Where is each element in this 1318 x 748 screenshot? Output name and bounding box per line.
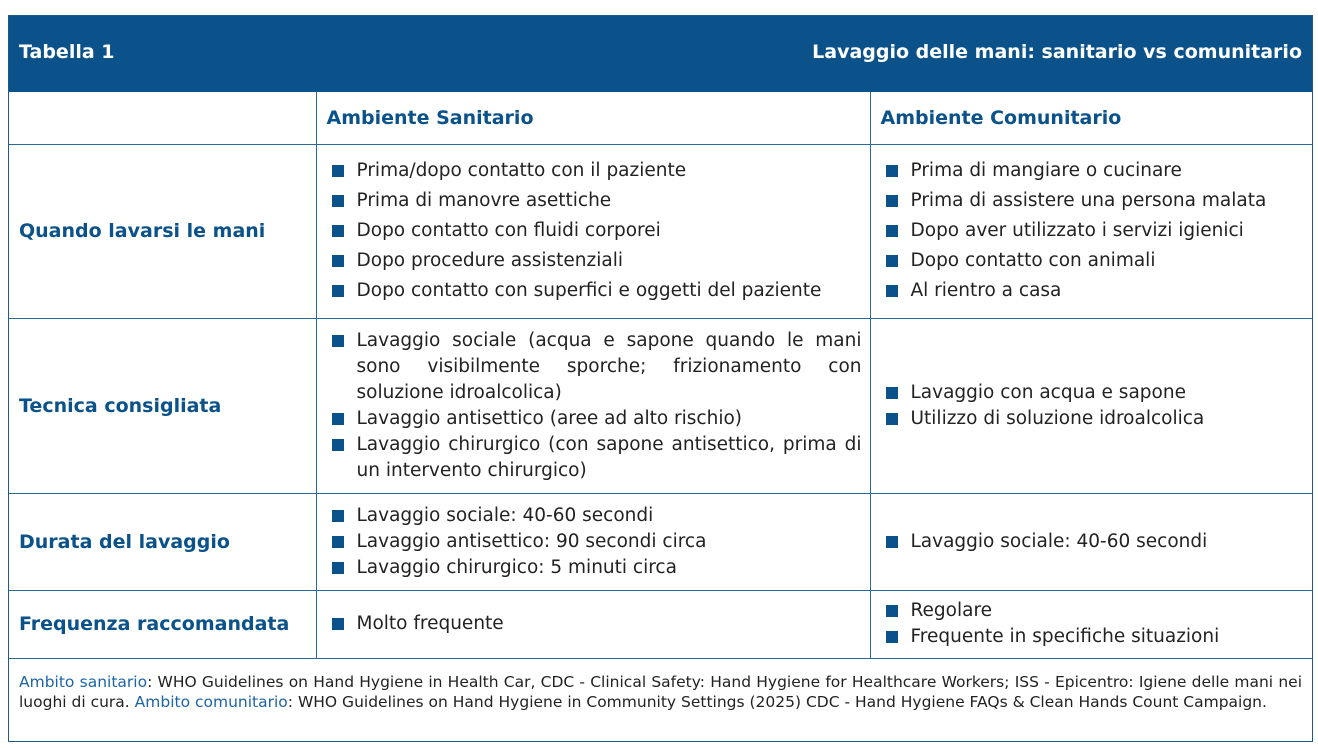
- square-bullet-icon: [332, 439, 344, 451]
- row-header: Tecnica consigliata: [9, 318, 316, 493]
- list-item: [329, 529, 862, 555]
- list-item-text: Lavaggio antisettico: 90 secondi circa: [356, 530, 707, 552]
- square-bullet-icon: [886, 285, 898, 297]
- square-bullet-icon: [886, 225, 898, 237]
- table-source-notes: [9, 658, 1312, 742]
- list-item: [329, 248, 862, 274]
- square-bullet-icon: [332, 165, 344, 177]
- note-label-comunitario: Ambito comunitario: [134, 693, 288, 711]
- cell-comunitario: [870, 144, 1312, 318]
- list-item: [329, 611, 862, 637]
- cell-sanitario: [316, 144, 870, 318]
- list-item-text: Regolare: [910, 600, 993, 621]
- list-item: [329, 158, 862, 184]
- list-item: [329, 555, 862, 581]
- list-item: [329, 432, 862, 484]
- list-item-text: Al rientro a casa: [910, 279, 1062, 301]
- square-bullet-icon: [332, 335, 344, 347]
- cell-sanitario: [316, 590, 870, 658]
- list-item: [883, 624, 1305, 650]
- list-item-text: Lavaggio sociale (acqua e sapone quando le mani sono visibilmente sporche; frizionamento con soluzione idroalcolica): [356, 329, 862, 403]
- list-item-text: Dopo contatto con superfici e oggetti del paziente: [356, 279, 822, 301]
- list-item-text: Prima di assistere una persona malata: [910, 189, 1267, 211]
- list-item-text: Frequente in specifiche situazioni: [910, 626, 1220, 647]
- list-item-text: Dopo procedure assistenziali: [356, 249, 623, 271]
- list-item-text: Prima di mangiare o cucinare: [910, 159, 1182, 181]
- square-bullet-icon: [886, 413, 898, 425]
- table-row: [9, 590, 1312, 658]
- note-text-sanitario: : WHO Guidelines on Hand Hygiene in Health Car, CDC - Clinical Safety: Hand Hygiene for Healthcare Workers; ISS - Epicentro: Igiene delle mani nei luoghi di cura.: [19, 673, 1302, 711]
- square-bullet-icon: [886, 536, 898, 548]
- list-item-text: Dopo contatto con animali: [910, 249, 1156, 271]
- square-bullet-icon: [886, 605, 898, 617]
- cell-comunitario: [870, 493, 1312, 590]
- square-bullet-icon: [332, 510, 344, 522]
- table-row: [9, 493, 1312, 590]
- list-item-text: Lavaggio sociale: 40-60 secondi: [910, 530, 1208, 552]
- table-label: Tabella 1: [19, 41, 115, 63]
- list-item: [329, 218, 862, 244]
- list-item: [329, 278, 862, 304]
- note-text-comunitario: : WHO Guidelines on Hand Hygiene in Community Settings (2025) CDC - Hand Hygiene FAQs & Clean Hands Count Campaign.: [287, 693, 1267, 711]
- square-bullet-icon: [332, 413, 344, 425]
- comparison-table: [9, 92, 1312, 659]
- list-item-text: Molto frequente: [356, 613, 504, 634]
- list-item: [883, 278, 1305, 304]
- square-bullet-icon: [886, 255, 898, 267]
- list-item-text: Dopo aver utilizzato i servizi igienici: [910, 219, 1244, 241]
- square-bullet-icon: [332, 618, 344, 630]
- cell-sanitario: [316, 493, 870, 590]
- list-item: [883, 158, 1305, 184]
- list-item-text: Utilizzo di soluzione idroalcolica: [910, 407, 1205, 429]
- cell-comunitario: [870, 590, 1312, 658]
- table-header-bar: [9, 16, 1312, 92]
- square-bullet-icon: [886, 387, 898, 399]
- square-bullet-icon: [332, 562, 344, 574]
- corner-cell: [9, 92, 316, 144]
- list-item: [883, 529, 1305, 555]
- table-title: Lavaggio delle mani: sanitario vs comunitario: [812, 41, 1302, 63]
- table-row: [9, 318, 1312, 493]
- square-bullet-icon: [886, 195, 898, 207]
- square-bullet-icon: [886, 165, 898, 177]
- table-frame: [8, 15, 1313, 742]
- list-item: [883, 188, 1305, 214]
- list-item: [329, 188, 862, 214]
- square-bullet-icon: [332, 225, 344, 237]
- note-label-sanitario: Ambito sanitario: [19, 673, 148, 691]
- list-item-text: Lavaggio chirurgico: 5 minuti circa: [356, 556, 677, 578]
- row-header: Frequenza raccomandata: [9, 590, 316, 658]
- square-bullet-icon: [886, 631, 898, 643]
- row-header: Quando lavarsi le mani: [9, 144, 316, 318]
- square-bullet-icon: [332, 195, 344, 207]
- list-item: [883, 218, 1305, 244]
- list-item: [883, 406, 1305, 432]
- list-item-text: Lavaggio con acqua e sapone: [910, 381, 1186, 403]
- square-bullet-icon: [332, 255, 344, 267]
- row-header: Durata del lavaggio: [9, 493, 316, 590]
- column-header-comunitario: Ambiente Comunitario: [870, 92, 1312, 144]
- list-item: [329, 328, 862, 406]
- list-item: [883, 380, 1305, 406]
- cell-comunitario: [870, 318, 1312, 493]
- list-item-text: Dopo contatto con fluidi corporei: [356, 219, 661, 241]
- column-header-sanitario: Ambiente Sanitario: [316, 92, 870, 144]
- square-bullet-icon: [332, 536, 344, 548]
- list-item-text: Prima di manovre asettiche: [356, 189, 612, 211]
- list-item: [883, 598, 1305, 624]
- list-item: [329, 406, 862, 432]
- list-item-text: Prima/dopo contatto con il paziente: [356, 159, 687, 181]
- list-item-text: Lavaggio chirurgico (con sapone antisettico, prima di un intervento chirurgico): [356, 433, 862, 481]
- square-bullet-icon: [332, 285, 344, 297]
- table-row: [9, 144, 1312, 318]
- list-item: [883, 248, 1305, 274]
- list-item-text: Lavaggio antisettico (aree ad alto rischio): [356, 407, 742, 429]
- column-header-row: [9, 92, 1312, 144]
- list-item: [329, 503, 862, 529]
- list-item-text: Lavaggio sociale: 40-60 secondi: [356, 504, 654, 526]
- cell-sanitario: [316, 318, 870, 493]
